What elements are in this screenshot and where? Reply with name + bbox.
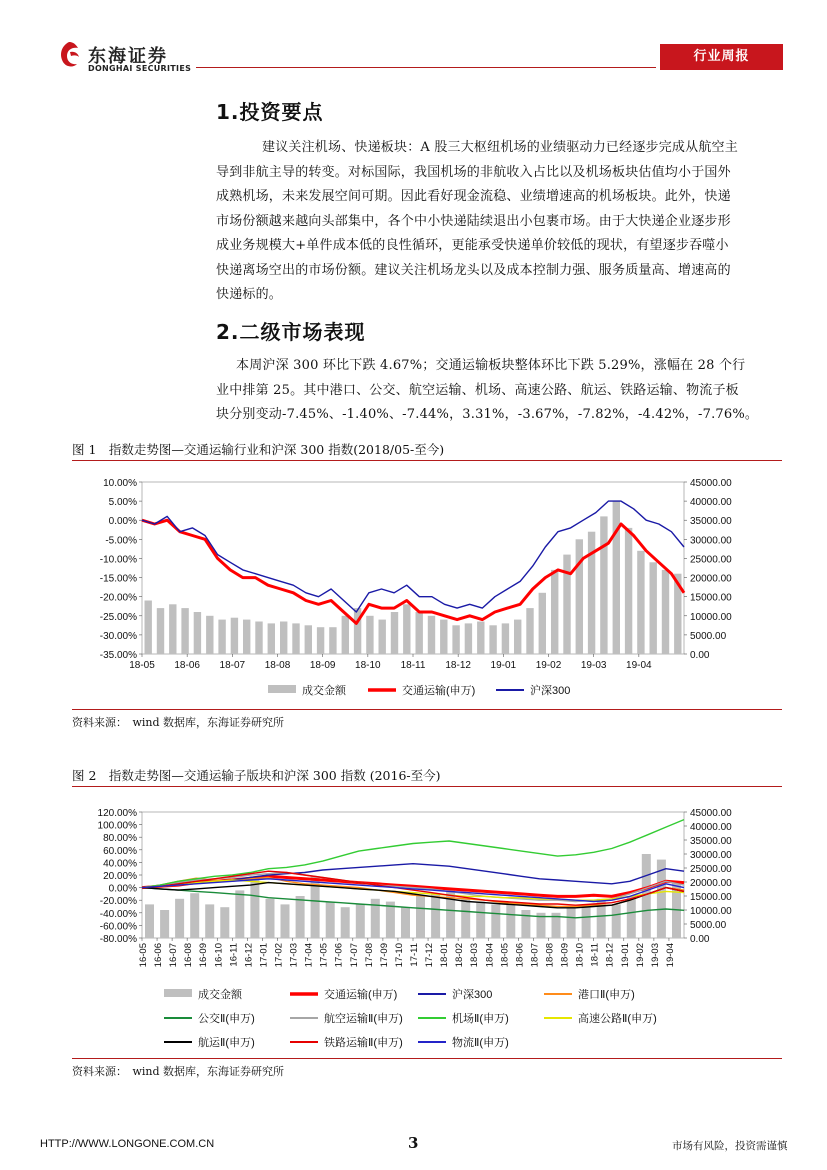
x-tick-label: 17-04 xyxy=(303,943,315,968)
x-tick-label: 16-09 xyxy=(198,943,210,968)
x-tick-label: 16-05 xyxy=(138,943,149,968)
volume-bar xyxy=(296,896,305,938)
volume-bar xyxy=(431,893,440,938)
para-line: 建议关注机场、快递板块：A 股三大枢纽机场的业绩驱动力已经逐步完成从航空主 xyxy=(262,140,738,155)
y-left-tick-label: -60.00% xyxy=(99,921,137,933)
para-line: 成业务规模大+单件成本低的良性循环，更能承受快递单价较低的现状，有望逐步吞噬小 xyxy=(216,238,729,253)
y-right-tick-label: 10000.00 xyxy=(690,906,732,917)
volume-bar xyxy=(576,539,583,654)
x-tick-label: 18-12 xyxy=(604,943,616,968)
volume-bar xyxy=(476,902,485,938)
page-number: 3 xyxy=(408,1134,419,1152)
x-tick-label: 17-02 xyxy=(273,943,285,968)
volume-bar xyxy=(220,907,229,938)
y-right-tick-label: 0.00 xyxy=(690,934,710,945)
x-tick-label: 18-03 xyxy=(469,943,481,968)
x-tick-label: 17-11 xyxy=(409,943,420,967)
volume-bar xyxy=(190,893,199,938)
x-tick-label: 18-05 xyxy=(129,660,155,671)
para-line: 快递标的。 xyxy=(216,287,283,302)
volume-bar xyxy=(160,910,169,938)
volume-bar xyxy=(567,907,576,938)
volume-bar xyxy=(627,896,636,938)
volume-bar xyxy=(342,616,349,654)
volume-bar xyxy=(662,570,669,654)
para-line: 快递离场空出的市场份额。建议关注机场龙头以及成本控制力强、服务质量高、增速高的 xyxy=(216,262,731,278)
figure-1-bottom-rule xyxy=(72,709,782,710)
figure-2-chart xyxy=(72,790,782,1058)
volume-bar xyxy=(440,620,447,654)
company-name-cn: 东海证券 xyxy=(88,46,168,67)
y-left-tick-label: -10.00% xyxy=(99,554,137,566)
volume-bar xyxy=(502,623,509,654)
volume-bar xyxy=(326,902,335,938)
y-right-tick-label: 35000.00 xyxy=(690,516,732,528)
y-left-tick-label: -5.00% xyxy=(105,535,137,547)
x-tick-label: 18-12 xyxy=(445,660,471,671)
company-name-en: DONGHAI SECURITIES xyxy=(88,64,192,73)
volume-bar xyxy=(491,904,500,938)
volume-bar xyxy=(428,616,435,654)
figure-2-source: 资料来源： wind 数据库，东海证券研究所 xyxy=(72,1065,285,1078)
x-tick-label: 18-08 xyxy=(544,943,556,968)
volume-bar xyxy=(379,620,386,654)
y-right-tick-label: 30000.00 xyxy=(690,535,732,547)
volume-bar xyxy=(341,907,350,938)
volume-bar xyxy=(205,904,214,938)
volume-bar xyxy=(292,623,299,654)
y-right-tick-label: 15000.00 xyxy=(690,892,732,903)
y-left-tick-label: -25.00% xyxy=(99,611,137,623)
y-right-tick-label: 30000.00 xyxy=(690,850,732,861)
figure-2-bottom-rule xyxy=(72,1058,782,1059)
y-left-tick-label: -30.00% xyxy=(99,630,137,642)
volume-bar xyxy=(461,899,470,938)
y-right-tick-label: 25000.00 xyxy=(690,554,732,566)
x-tick-label: 17-10 xyxy=(393,943,405,968)
y-left-tick-label: 60.00% xyxy=(103,845,137,857)
y-left-tick-label: -80.00% xyxy=(99,934,137,945)
figure-1-chart xyxy=(72,464,782,709)
y-left-tick-label: -20.00% xyxy=(99,592,137,604)
volume-bar xyxy=(526,608,533,654)
x-tick-label: 18-10 xyxy=(355,660,381,671)
volume-bar xyxy=(403,604,410,654)
x-tick-label: 19-04 xyxy=(626,660,652,671)
volume-bar xyxy=(416,896,425,938)
x-tick-label: 18-06 xyxy=(514,943,526,968)
y-right-tick-label: 5000.00 xyxy=(690,630,727,642)
volume-bar xyxy=(317,627,324,654)
y-left-tick-label: 5.00% xyxy=(108,497,137,509)
volume-bar xyxy=(650,562,657,654)
y-left-tick-label: 20.00% xyxy=(103,871,137,882)
y-right-tick-label: 45000.00 xyxy=(690,808,732,819)
volume-bar xyxy=(281,904,290,938)
volume-bar xyxy=(169,604,176,654)
x-tick-label: 18-01 xyxy=(439,943,451,968)
volume-bar xyxy=(366,616,373,654)
legend-label: 成交金额 xyxy=(198,989,242,1001)
volume-bar xyxy=(539,593,546,654)
y-left-tick-label: 40.00% xyxy=(103,858,137,870)
y-right-tick-label: 20000.00 xyxy=(690,573,732,585)
figure-2-top-rule xyxy=(72,786,782,787)
volume-bar xyxy=(305,625,312,654)
x-tick-label: 18-04 xyxy=(484,943,496,968)
y-right-tick-label: 0.00 xyxy=(690,650,710,661)
legend-swatch xyxy=(268,685,296,693)
volume-bar xyxy=(514,620,521,654)
x-tick-label: 16-08 xyxy=(183,943,195,968)
x-tick-label: 16-11 xyxy=(228,943,240,967)
volume-bar xyxy=(329,627,336,654)
volume-bar xyxy=(157,608,164,654)
footer-url[interactable]: HTTP://WWW.LONGONE.COM.CN xyxy=(40,1138,215,1150)
x-tick-label: 19-02 xyxy=(634,943,646,968)
section-2-title: 2.二级市场表现 xyxy=(216,320,366,344)
volume-bar xyxy=(613,501,620,654)
volume-bar xyxy=(625,528,632,654)
x-tick-label: 19-03 xyxy=(649,943,661,968)
volume-bar xyxy=(391,612,398,654)
y-right-tick-label: 25000.00 xyxy=(690,864,732,875)
para-line: 业中排第 25。其中港口、公交、航空运输、机场、高速公路、航运、铁路运输、物流子板 xyxy=(216,382,739,398)
x-tick-label: 17-08 xyxy=(363,943,375,968)
x-tick-label: 18-10 xyxy=(574,943,586,968)
y-left-tick-label: -40.00% xyxy=(99,908,137,920)
header-divider xyxy=(196,67,656,68)
legend-label: 物流Ⅱ(申万) xyxy=(452,1037,509,1049)
y-right-tick-label: 20000.00 xyxy=(690,878,732,889)
x-tick-label: 18-11 xyxy=(589,943,601,967)
y-right-tick-label: 5000.00 xyxy=(690,920,727,931)
legend-label: 铁路运输Ⅱ(申万) xyxy=(324,1037,403,1049)
y-right-tick-label: 40000.00 xyxy=(690,822,732,833)
figure-2-caption: 图 2 指数走势图—交通运输子版块和沪深 300 指数 (2016-至今) xyxy=(72,768,441,783)
y-right-tick-label: 10000.00 xyxy=(690,611,732,623)
para-line: 导到非航主导的转变。对标国际，我国机场的非航收入占比以及机场板块估值均小于国外 xyxy=(216,164,731,180)
x-tick-label: 16-07 xyxy=(168,943,180,968)
volume-bar xyxy=(551,570,558,654)
legend-label: 成交金额 xyxy=(302,685,346,697)
legend-label: 沪深300 xyxy=(530,685,571,697)
figure-1-caption: 图 1 指数走势图—交通运输行业和沪深 300 指数(2018/05-至今) xyxy=(72,442,445,457)
volume-bar xyxy=(250,876,259,938)
x-tick-label: 18-02 xyxy=(454,943,466,968)
legend-label: 公交Ⅱ(申万) xyxy=(198,1013,255,1025)
donghai-logo-icon xyxy=(56,40,82,70)
y-right-tick-label: 45000.00 xyxy=(690,478,732,489)
volume-bar xyxy=(175,899,184,938)
legend-label: 航运Ⅱ(申万) xyxy=(198,1037,255,1049)
y-left-tick-label: 100.00% xyxy=(97,820,137,832)
section-2-body xyxy=(216,354,784,428)
x-tick-label: 17-03 xyxy=(288,943,300,968)
x-tick-label: 17-09 xyxy=(378,943,390,968)
figure-1-top-rule xyxy=(72,460,782,461)
volume-bar xyxy=(255,622,262,655)
x-tick-label: 18-09 xyxy=(309,660,336,671)
volume-bar xyxy=(243,620,250,654)
x-tick-label: 18-07 xyxy=(529,943,541,968)
y-left-tick-label: 0.00% xyxy=(108,883,137,895)
y-right-tick-label: 15000.00 xyxy=(690,592,732,604)
x-tick-label: 19-01 xyxy=(619,943,631,968)
y-left-tick-label: 80.00% xyxy=(103,833,137,845)
x-tick-label: 17-01 xyxy=(258,943,270,968)
volume-bar xyxy=(416,612,423,654)
x-tick-label: 18-06 xyxy=(174,660,200,671)
x-tick-label: 19-01 xyxy=(490,660,517,671)
volume-bar xyxy=(266,899,275,938)
figure-1-source: 资料来源： wind 数据库，东海证券研究所 xyxy=(72,716,285,729)
section-1-title: 1.投资要点 xyxy=(216,100,324,124)
volume-bar xyxy=(268,623,275,654)
volume-bar xyxy=(218,620,225,654)
volume-bar xyxy=(612,904,621,938)
volume-bar xyxy=(477,622,484,655)
y-left-tick-label: -35.00% xyxy=(99,650,137,661)
volume-bar xyxy=(506,904,515,938)
x-tick-label: 18-11 xyxy=(400,660,426,671)
x-tick-label: 19-02 xyxy=(535,660,562,671)
volume-bar xyxy=(563,555,570,654)
legend-swatch xyxy=(164,989,192,997)
x-tick-label: 17-07 xyxy=(348,943,360,968)
volume-bar xyxy=(145,904,154,938)
volume-bar xyxy=(582,904,591,938)
volume-bar xyxy=(235,890,244,938)
volume-bar xyxy=(600,516,607,654)
x-tick-label: 19-04 xyxy=(664,943,676,968)
x-tick-label: 17-06 xyxy=(333,943,345,968)
volume-bar xyxy=(206,616,213,654)
volume-bar xyxy=(401,907,410,938)
x-tick-label: 16-12 xyxy=(243,943,255,968)
para-line: 本周沪深 300 环比下跌 4.67%；交通运输板块整体环比下跌 5.29%，涨幅在 28 个行 xyxy=(236,358,746,373)
legend-label: 机场Ⅱ(申万) xyxy=(452,1013,509,1025)
y-right-tick-label: 35000.00 xyxy=(690,836,732,847)
report-type-badge: 行业周报 xyxy=(660,44,783,70)
volume-bar xyxy=(356,904,365,938)
volume-bar xyxy=(181,608,188,654)
volume-bar xyxy=(521,910,530,938)
legend-label: 交通运输(申万) xyxy=(324,989,398,1001)
volume-bar xyxy=(145,601,152,655)
risk-disclaimer: 市场有风险，投资需谨慎 xyxy=(672,1140,788,1152)
volume-bar xyxy=(637,551,644,654)
y-left-tick-label: 10.00% xyxy=(103,478,137,489)
para-line: 市场份额越来越向头部集中，各个中小快递陆续退出小包裹市场。由于大快递企业逐步形 xyxy=(216,213,731,229)
y-left-tick-label: -15.00% xyxy=(99,573,137,585)
x-tick-label: 16-06 xyxy=(153,943,165,968)
legend-label: 交通运输(申万) xyxy=(402,685,476,697)
volume-bar xyxy=(231,618,238,654)
section-1-body xyxy=(216,136,784,308)
legend-label: 高速公路Ⅱ(申万) xyxy=(578,1013,657,1025)
x-tick-label: 18-05 xyxy=(499,943,511,968)
x-tick-label: 19-03 xyxy=(580,660,607,671)
legend-label: 港口Ⅱ(申万) xyxy=(578,989,635,1001)
y-right-tick-label: 40000.00 xyxy=(690,497,732,509)
para-line: 块分别变动-7.45%、-1.40%、-7.44%，3.31%，-3.67%，-7.82%，-4.42%，-7.76%。 xyxy=(216,407,759,422)
volume-bar xyxy=(280,622,287,655)
y-left-tick-label: 120.00% xyxy=(97,808,137,819)
y-left-tick-label: -20.00% xyxy=(99,896,137,908)
para-line: 成熟机场，未来发展空间可期。因此看好现金流稳、业绩增速高的机场板块。此外，快递 xyxy=(216,189,731,204)
x-tick-label: 18-09 xyxy=(559,943,571,968)
volume-bar xyxy=(452,625,459,654)
y-left-tick-label: 0.00% xyxy=(108,516,137,528)
x-tick-label: 18-07 xyxy=(219,660,246,671)
x-tick-label: 17-12 xyxy=(424,943,436,968)
legend-label: 沪深300 xyxy=(452,989,493,1001)
x-tick-label: 16-10 xyxy=(213,943,225,968)
volume-bar xyxy=(489,625,496,654)
volume-bar xyxy=(194,612,201,654)
x-tick-label: 17-05 xyxy=(318,943,330,968)
volume-bar xyxy=(465,623,472,654)
x-tick-label: 18-08 xyxy=(264,660,291,671)
legend-label: 航空运输Ⅱ(申万) xyxy=(324,1013,403,1025)
